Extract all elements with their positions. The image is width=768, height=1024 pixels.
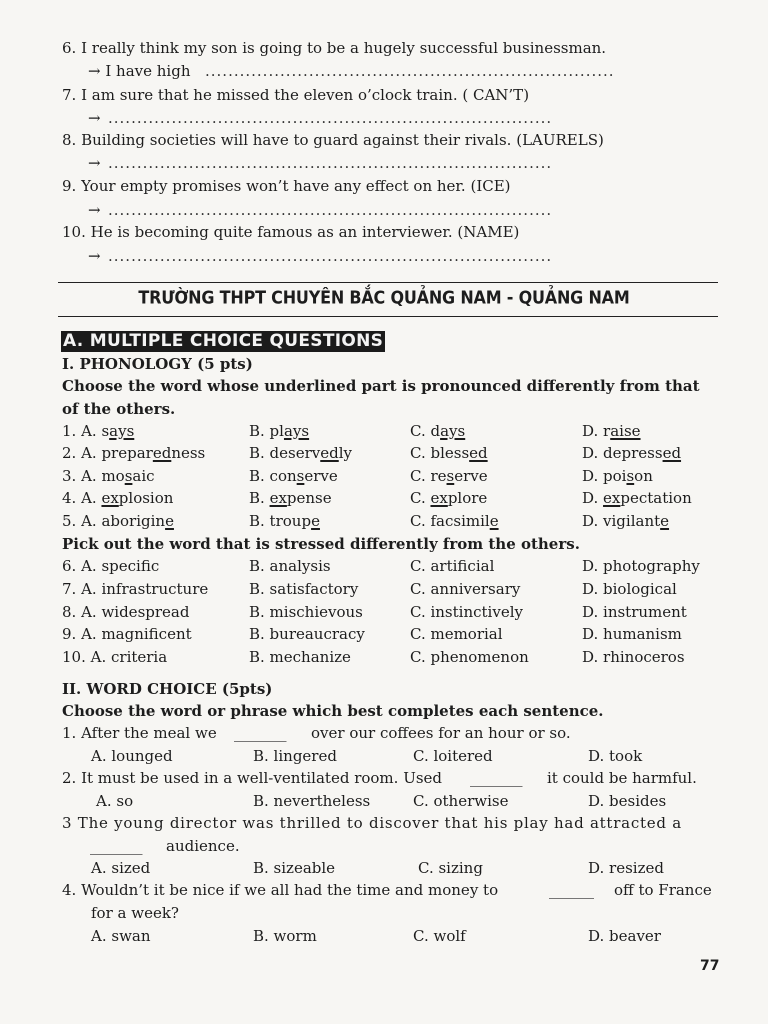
options-row (0, 790, 768, 812)
option-d: D. biological (582, 580, 677, 598)
instruction-text: Pick out the word that is stressed differently from the others. (62, 535, 580, 553)
answer-blank: ______ (549, 881, 594, 899)
answer-prefix: → (88, 154, 101, 172)
answer-dots: ............................................................................. (108, 247, 553, 265)
question-row (0, 465, 768, 487)
prompt-text: 6. I really think my son is going to be a hugely successful businessman. (62, 39, 607, 57)
phonology-instruction-cont (0, 398, 768, 420)
option-d: D. poison (582, 467, 653, 485)
option-a: 6. A. specific (62, 557, 160, 575)
option-c: C. blessed (410, 444, 488, 462)
prompt-text: 7. I am sure that he missed the eleven o’clock train. ( CAN’T) (62, 86, 530, 104)
answer-prefix: → I have high (88, 62, 191, 80)
option-c: C. instinctively (410, 603, 523, 621)
option-b: B. troupe (249, 512, 320, 530)
question-4-cont (0, 902, 768, 924)
option-b: B. satisfactory (249, 580, 359, 598)
answer-dots: ............................................................................. (108, 109, 553, 127)
option-b: B. analysis (249, 557, 331, 575)
prompt-text: 8. Building societies will have to guard against their rivals. (LAURELS) (62, 131, 604, 149)
question-text: over our coffees for an hour or so. (311, 724, 571, 742)
phonology-heading (0, 353, 768, 375)
instruction-text: of the others. (62, 400, 176, 418)
question-2 (0, 767, 768, 789)
question-row (0, 442, 768, 464)
transform-item-10 (0, 221, 768, 243)
question-row (0, 623, 768, 645)
option-c: C. facsimile (410, 512, 499, 530)
stress-instruction (0, 533, 768, 555)
answer-prefix: → (88, 201, 101, 219)
heading-text: I. PHONOLOGY (5 pts) (62, 355, 253, 373)
option-a: 8. A. widespread (62, 603, 190, 621)
prompt-text: 10. He is becoming quite famous as an interviewer. (NAME) (62, 223, 520, 241)
answer-line-8 (0, 152, 768, 174)
option-d: D. resized (588, 859, 664, 877)
option-d: D. photography (582, 557, 700, 575)
option-c: C. sizing (418, 859, 483, 877)
answer-line-10 (0, 245, 768, 267)
instruction-text: Choose the word whose underlined part is pronounced differently from that (62, 377, 700, 395)
option-c: C. explore (410, 489, 488, 507)
option-c: C. otherwise (413, 792, 509, 810)
question-text: 4. Wouldn’t it be nice if we all had the time and money to (62, 881, 499, 899)
question-row (0, 601, 768, 623)
option-a: 9. A. magnificent (62, 625, 192, 643)
question-text: for a week? (91, 904, 179, 922)
option-a: 3. A. mosaic (62, 467, 155, 485)
transform-item-9 (0, 175, 768, 197)
word-choice-heading (0, 678, 768, 700)
question-text: it could be harmful. (547, 769, 697, 787)
question-text: 2. It must be used in a well-ventilated room. Used (62, 769, 443, 787)
option-b: B. deservedly (249, 444, 353, 462)
option-c: C. phenomenon (410, 648, 529, 666)
answer-dots: ............................................................................. (108, 154, 553, 172)
option-a: 4. A. explosion (62, 489, 174, 507)
option-a: A. sized (91, 859, 151, 877)
transform-item-6 (0, 37, 768, 59)
option-b: B. expense (249, 489, 332, 507)
question-text: 3 The young director was thrilled to discover that his play had attracted a (62, 814, 682, 832)
option-d: D. depressed (582, 444, 682, 462)
question-row (0, 420, 768, 442)
option-d: D. rhinoceros (582, 648, 685, 666)
option-a: 7. A. infrastructure (62, 580, 209, 598)
answer-line-9 (0, 199, 768, 221)
answer-blank: _______ (90, 837, 143, 855)
question-row (0, 555, 768, 577)
option-a: 2. A. preparedness (62, 444, 206, 462)
option-b: B. mechanize (249, 648, 351, 666)
option-c: C. days (410, 422, 466, 440)
heading-text: II. WORD CHOICE (5pts) (62, 680, 273, 698)
option-d: D. instrument (582, 603, 687, 621)
instruction-text: Choose the word or phrase which best completes each sentence. (62, 702, 604, 720)
answer-line-6 (0, 60, 768, 82)
answer-line-7 (0, 107, 768, 129)
option-b: B. bureaucracy (249, 625, 365, 643)
options-row (0, 925, 768, 947)
option-c: C. loitered (413, 747, 493, 765)
answer-prefix: → (88, 109, 101, 127)
prompt-text: 9. Your empty promises won’t have any effect on her. (ICE) (62, 177, 511, 195)
option-b: B. mischievous (249, 603, 363, 621)
option-d: D. humanism (582, 625, 682, 643)
answer-dots: ....................................................................... (205, 62, 615, 80)
option-a: 5. A. aborigine (62, 512, 174, 530)
question-row (0, 510, 768, 532)
option-a: A. so (96, 792, 134, 810)
question-4 (0, 879, 768, 901)
page-number: 77 (700, 958, 720, 974)
option-c: C. memorial (410, 625, 503, 643)
option-b: B. lingered (253, 747, 337, 765)
answer-blank: _______ (470, 769, 523, 787)
option-d: D. beaver (588, 927, 661, 945)
header-rule-bottom (58, 316, 718, 317)
option-b: B. plays (249, 422, 310, 440)
header-rule-top (58, 282, 718, 283)
answer-prefix: → (88, 247, 101, 265)
option-b: B. sizeable (253, 859, 336, 877)
option-d: D. expectation (582, 489, 692, 507)
option-a: 10. A. criteria (62, 648, 168, 666)
question-row (0, 578, 768, 600)
question-text: off to France (614, 881, 712, 899)
option-b: B. conserve (249, 467, 338, 485)
option-d: D. took (588, 747, 643, 765)
option-a: A. swan (91, 927, 151, 945)
question-row (0, 646, 768, 668)
answer-blank: _______ (234, 724, 287, 742)
question-text: audience. (166, 837, 240, 855)
option-c: C. wolf (413, 927, 466, 945)
section-banner: A. MULTIPLE CHOICE QUESTIONS (63, 331, 384, 351)
word-choice-instruction (0, 700, 768, 722)
transform-item-7 (0, 84, 768, 106)
option-d: D. raise (582, 422, 641, 440)
answer-dots: ............................................................................. (108, 201, 553, 219)
option-b: B. worm (253, 927, 317, 945)
option-c: C. reserve (410, 467, 488, 485)
question-3-cont (0, 835, 768, 857)
option-a: 1. A. says (62, 422, 135, 440)
option-d: D. vigilante (582, 512, 670, 530)
option-c: C. anniversary (410, 580, 521, 598)
question-text: 1. After the meal we (62, 724, 217, 742)
question-row (0, 487, 768, 509)
option-c: C. artificial (410, 557, 495, 575)
school-header: TRƯỜNG THPT CHUYÊN BẮC QUẢNG NAM - QUẢNG NAM (138, 286, 630, 308)
transform-item-8 (0, 129, 768, 151)
option-b: B. nevertheless (253, 792, 371, 810)
options-row (0, 857, 768, 879)
question-1 (0, 722, 768, 744)
option-d: D. besides (588, 792, 667, 810)
options-row (0, 745, 768, 767)
option-a: A. lounged (91, 747, 173, 765)
question-3 (0, 812, 768, 834)
phonology-instruction (0, 375, 768, 397)
